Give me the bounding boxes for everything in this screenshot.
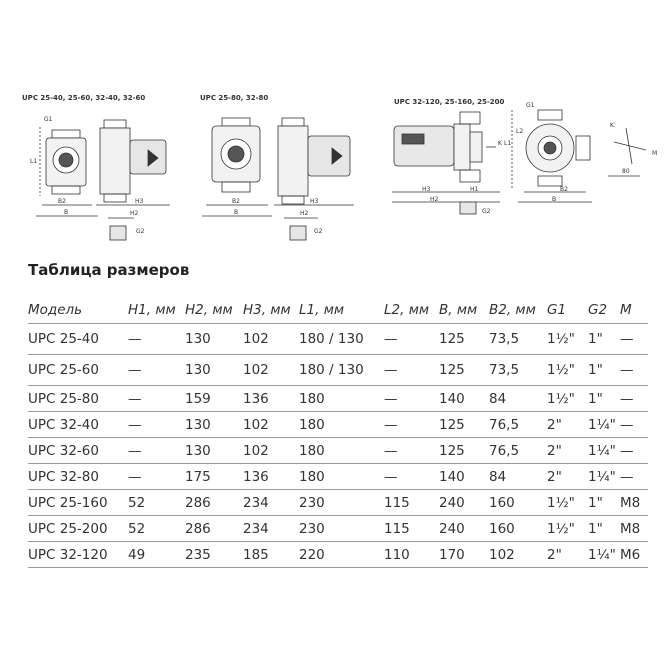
table-cell: 1¼" [588,438,620,464]
table-cell: 102 [243,412,299,438]
table-cell: 1½" [547,324,588,355]
table-cell: 1½" [547,490,588,516]
table-cell: 220 [299,542,384,568]
table-cell: 180 [299,438,384,464]
table-cell: — [620,412,648,438]
table-cell: 49 [128,542,185,568]
column-header: L2, мм [384,297,439,324]
g3-b-label: B [552,196,557,203]
group2-side-view [274,118,354,240]
table-cell: 52 [128,516,185,542]
table-cell: — [128,464,185,490]
g2-h3-label: H3 [310,198,319,205]
table-cell: — [128,412,185,438]
table-cell: 115 [384,490,439,516]
column-header: L1, мм [299,297,384,324]
table-cell: 125 [439,412,489,438]
pump-dimension-drawings [0,0,670,250]
g3-l1-label: L1 [504,140,512,147]
column-header: H1, мм [128,297,185,324]
table-cell: — [620,438,648,464]
g2-b2-label: B2 [232,198,240,205]
g2-label: G2 [136,228,145,235]
g3-b2-label: B2 [560,186,568,193]
table-cell: 180 / 130 [299,324,384,355]
column-header: B, мм [439,297,489,324]
table-cell: 84 [489,386,547,412]
table-cell: — [620,464,648,490]
table-cell: 1¼" [588,542,620,568]
g3-g1-label: G1 [526,102,535,109]
l1-label: L1 [30,158,38,165]
k-label: K [498,140,502,147]
table-cell: 185 [243,542,299,568]
g2-b-label: B [234,209,239,216]
group1-side-view [96,120,170,240]
table-cell: 102 [243,324,299,355]
table-cell: 234 [243,490,299,516]
table-cell: — [384,438,439,464]
table-cell: 102 [489,542,547,568]
table-cell: 180 / 130 [299,355,384,386]
table-cell: 2" [547,438,588,464]
table-cell: 160 [489,490,547,516]
table-row [28,490,648,516]
table-row [28,516,648,542]
table-cell: 1½" [547,516,588,542]
table-row [28,412,648,438]
table-cell: — [128,386,185,412]
table-cell: 76,5 [489,412,547,438]
table-cell: 1¼" [588,464,620,490]
table-cell: 1½" [547,386,588,412]
table-cell: 180 [299,386,384,412]
model-cell: UPC 32-80 [28,464,128,490]
table-cell: 230 [299,516,384,542]
table-cell: 2" [547,464,588,490]
g1-label: G1 [44,116,53,123]
table-cell: — [384,464,439,490]
table-cell: 235 [185,542,243,568]
table-cell: 130 [185,355,243,386]
table-cell: 130 [185,438,243,464]
table-cell: 73,5 [489,324,547,355]
model-cell: UPC 25-160 [28,490,128,516]
table-cell: 160 [489,516,547,542]
table-cell: 230 [299,490,384,516]
table-cell: 240 [439,490,489,516]
table-header-row [28,297,648,324]
table-cell: 1" [588,324,620,355]
table-cell: 1½" [547,355,588,386]
table-cell: 136 [243,464,299,490]
h2-label: H2 [130,210,139,217]
model-cell: UPC 25-40 [28,324,128,355]
group3-side-view [392,112,500,214]
model-cell: UPC 32-40 [28,412,128,438]
table-cell: 102 [243,355,299,386]
model-cell: UPC 25-200 [28,516,128,542]
table-cell: 286 [185,490,243,516]
table-cell: 52 [128,490,185,516]
table-cell: 2" [547,542,588,568]
table-cell: M8 [620,516,648,542]
model-cell: UPC 32-120 [28,542,128,568]
table-cell: 125 [439,438,489,464]
table-cell: 175 [185,464,243,490]
column-header: B2, мм [489,297,547,324]
model-cell: UPC 25-60 [28,355,128,386]
table-cell: 234 [243,516,299,542]
column-header: Модель [28,297,128,324]
table-row [28,464,648,490]
group1-title: UPC 25-40, 25-60, 32-40, 32-60 [22,94,146,102]
table-row [28,355,648,386]
table-cell: 125 [439,324,489,355]
table-cell: — [128,355,185,386]
m-label: M [652,150,658,157]
g3-g2-label: G2 [482,208,491,215]
table-cell: 84 [489,464,547,490]
table-row [28,386,648,412]
table-cell: 286 [185,516,243,542]
g3-h1-label: H1 [470,186,479,193]
group2-title: UPC 25-80, 32-80 [200,94,269,102]
b2-label: B2 [58,198,66,205]
table-cell: 73,5 [489,355,547,386]
table-cell: — [384,355,439,386]
table-cell: — [128,438,185,464]
table-row [28,438,648,464]
k-detail-label: K: [610,122,616,129]
model-cell: UPC 25-80 [28,386,128,412]
group1-front-view [36,127,98,216]
table-cell: — [384,324,439,355]
table-cell: — [620,386,648,412]
table-title: Таблица размеров [28,261,190,279]
table-cell: 170 [439,542,489,568]
table-cell: 125 [439,355,489,386]
table-cell: 76,5 [489,438,547,464]
h3-label: H3 [135,198,144,205]
table-cell: 115 [384,516,439,542]
g3-h3-label: H3 [422,186,431,193]
g2-h2-label: H2 [300,210,309,217]
dimensions-table [28,297,648,568]
b-label: B [64,209,69,216]
table-cell: 1" [588,516,620,542]
model-cell: UPC 32-60 [28,438,128,464]
table-cell: M8 [620,490,648,516]
table-cell: 1¼" [588,412,620,438]
table-cell: 130 [185,324,243,355]
table-cell: 136 [243,386,299,412]
table-cell: 1" [588,386,620,412]
table-cell: — [620,324,648,355]
table-cell: — [384,386,439,412]
table-cell: 180 [299,464,384,490]
column-header: M [620,297,648,324]
table-cell: — [384,412,439,438]
table-cell: 180 [299,412,384,438]
table-cell: 130 [185,412,243,438]
g3-h2-label: H2 [430,196,439,203]
table-cell: 140 [439,464,489,490]
table-cell: 1" [588,490,620,516]
column-header: G2 [588,297,620,324]
table-cell: 110 [384,542,439,568]
column-header: G1 [547,297,588,324]
column-header: H2, мм [185,297,243,324]
group3-front-view [512,110,592,202]
table-cell: 2" [547,412,588,438]
table-row [28,324,648,355]
table-cell: 102 [243,438,299,464]
eighty-label: 80 [622,168,630,175]
technical-drawings-svg [0,0,670,250]
column-header: H3, мм [243,297,299,324]
table-row [28,542,648,568]
g3-l2-label: L2 [516,128,524,135]
table-cell: 159 [185,386,243,412]
table-cell: M6 [620,542,648,568]
table-cell: 140 [439,386,489,412]
group3-title: UPC 32-120, 25-160, 25-200 [394,98,505,106]
g2-g2-label: G2 [314,228,323,235]
table-cell: 240 [439,516,489,542]
table-cell: — [128,324,185,355]
table-cell: — [620,355,648,386]
table-cell: 1" [588,355,620,386]
